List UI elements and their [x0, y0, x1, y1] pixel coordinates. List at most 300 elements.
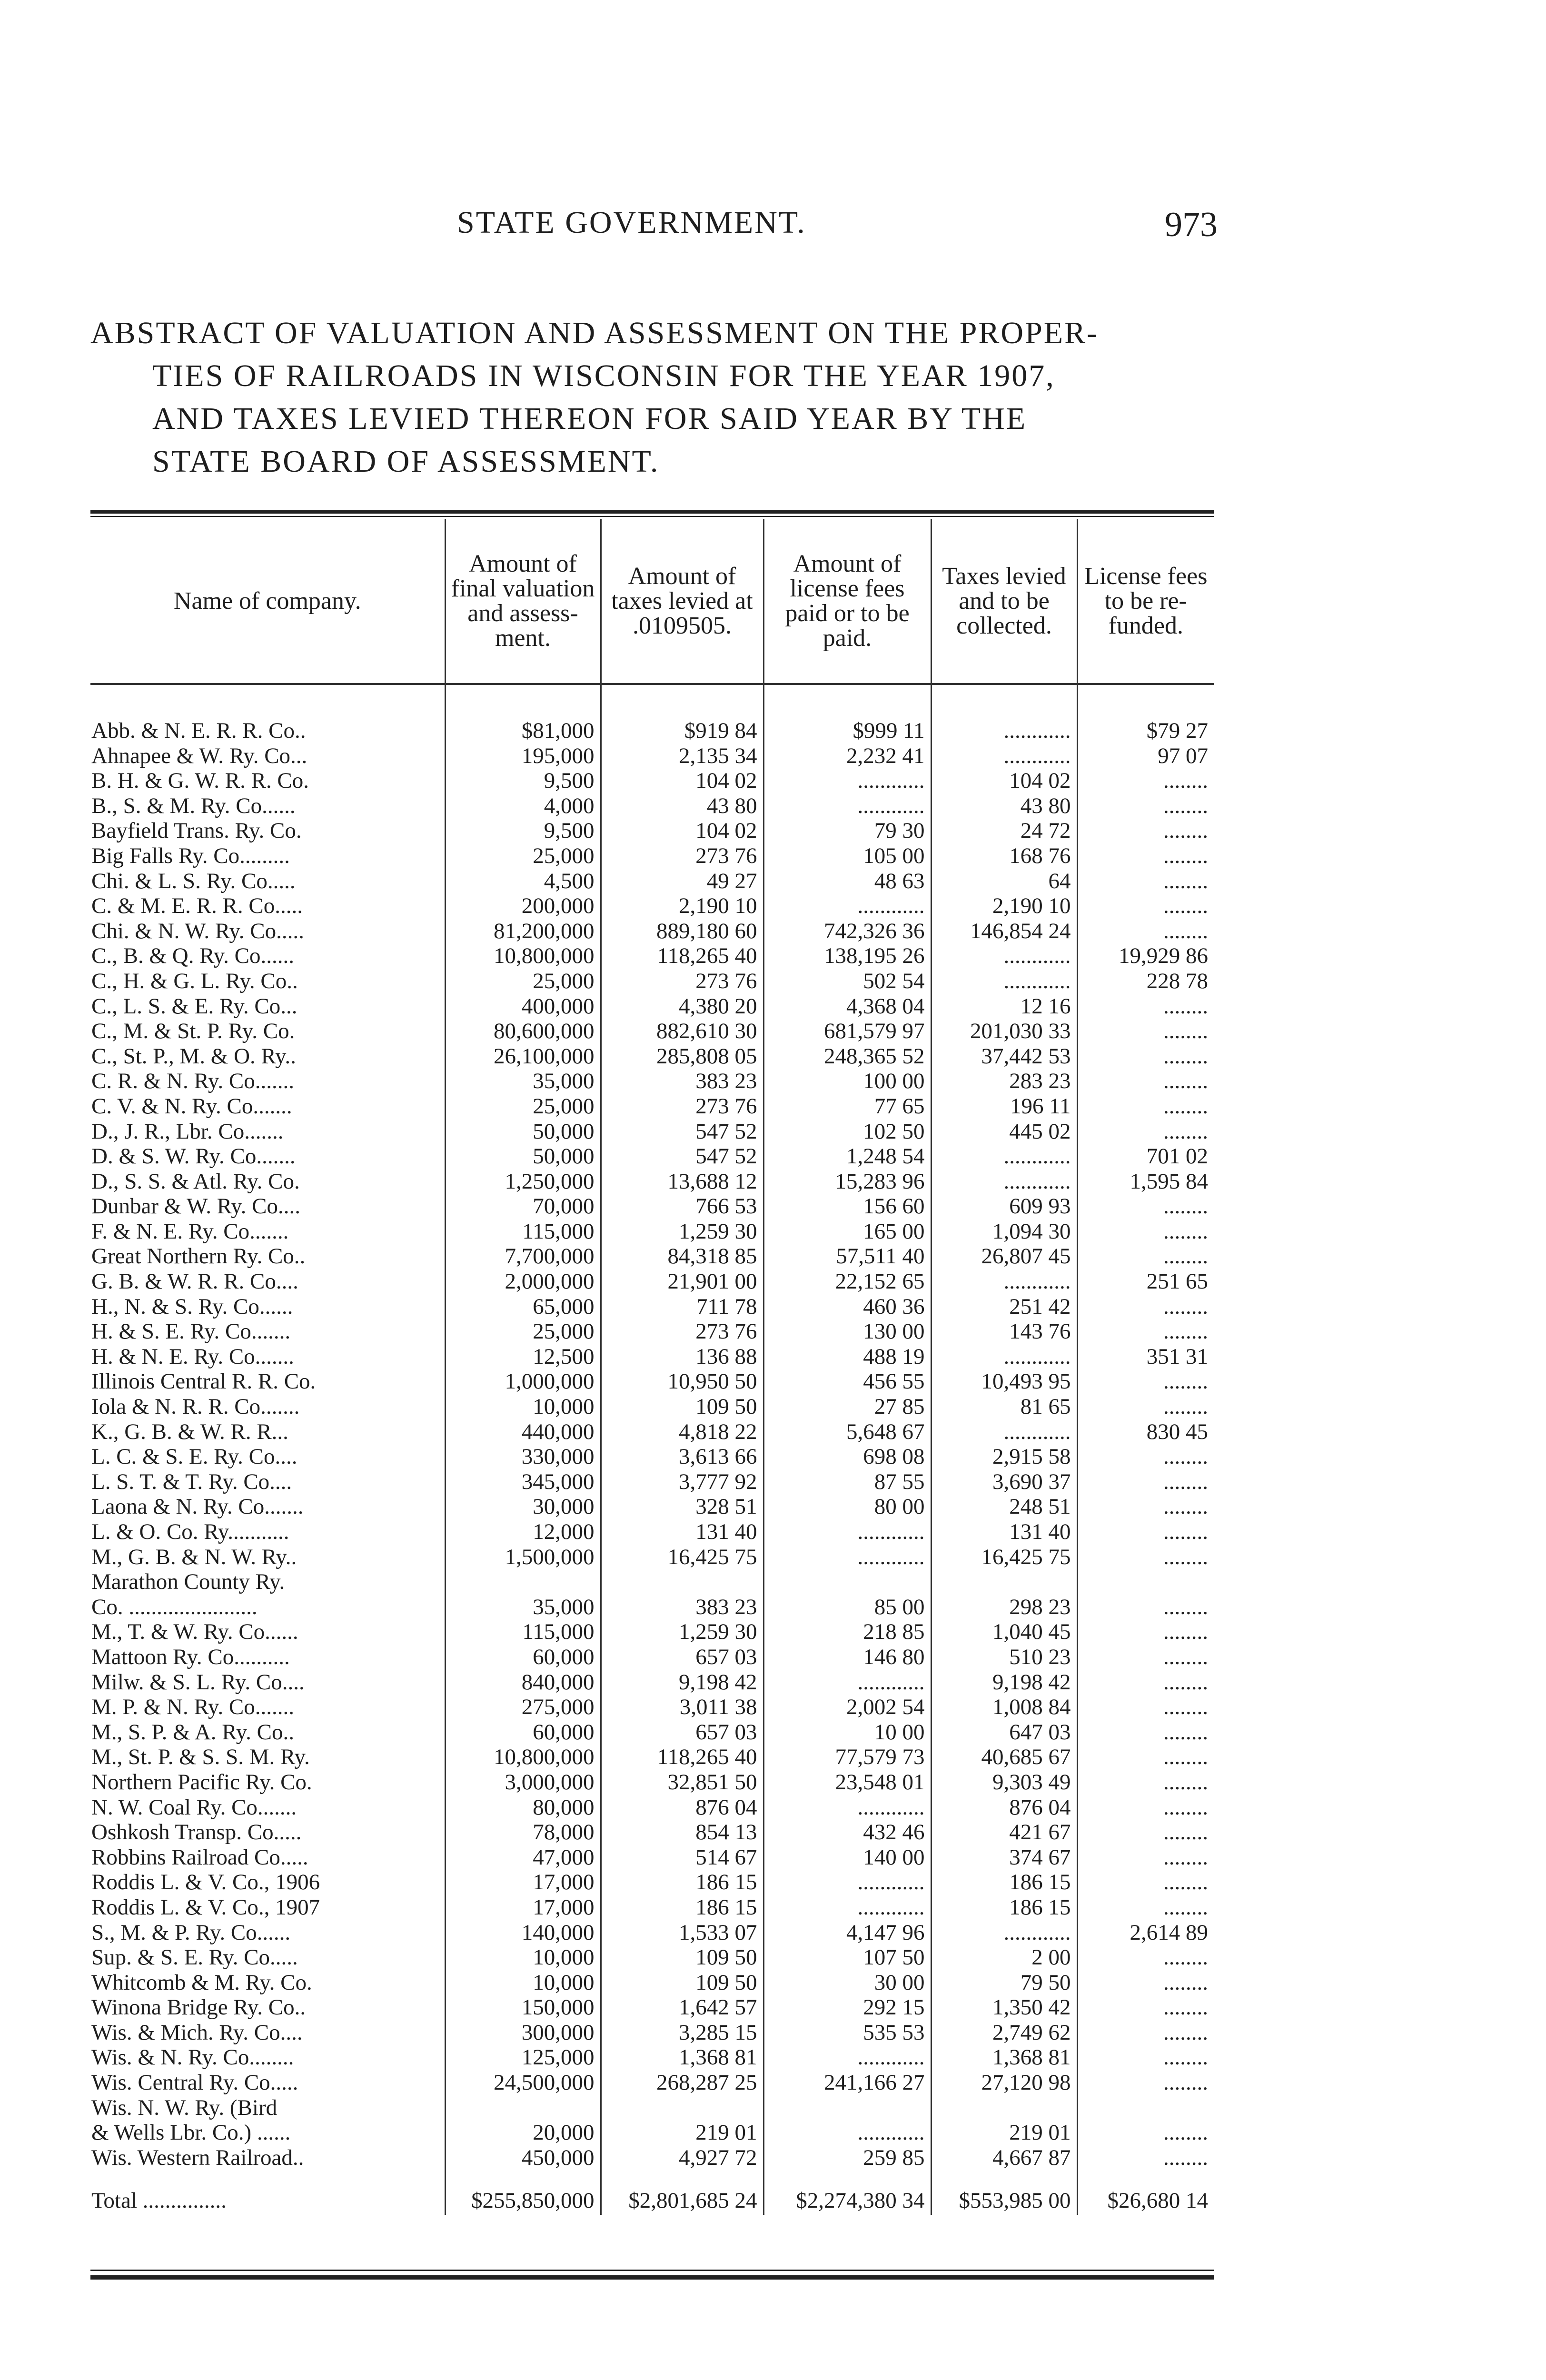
cell-company-name: C., B. & Q. Ry. Co...... — [91, 943, 294, 969]
cell-valuation: 3,000,000 — [445, 1770, 601, 1795]
cell-taxes-levied: 273 76 — [601, 969, 763, 994]
cell-company-name: F. & N. E. Ry. Co....... — [91, 1219, 289, 1244]
cell-fees-refunded: ........ — [1077, 1645, 1214, 1670]
cell-taxes-collected: 374 67 — [931, 1845, 1077, 1870]
cell-license-fees: 30 00 — [763, 1970, 931, 1995]
cell-license-fees: ............ — [763, 1519, 931, 1545]
cell-fees-refunded: ........ — [1077, 1595, 1214, 1620]
cell-valuation: 840,000 — [445, 1670, 601, 1695]
cell-company-name: C. V. & N. Ry. Co....... — [91, 1093, 292, 1119]
table-row — [90, 893, 1214, 919]
cell-taxes-levied: 186 15 — [601, 1895, 763, 1920]
cell-valuation: 125,000 — [445, 2045, 601, 2070]
table-row — [90, 1995, 1214, 2020]
cell-taxes-levied: 9,198 42 — [601, 1670, 763, 1695]
cell-taxes-levied: 10,950 50 — [601, 1369, 763, 1394]
cell-taxes-levied: 4,380 20 — [601, 994, 763, 1019]
cell-taxes-levied: 186 15 — [601, 1870, 763, 1895]
cell-company-name: Abb. & N. E. R. R. Co.. — [91, 718, 306, 743]
cell-company-name: Chi. & N. W. Ry. Co..... — [91, 918, 304, 943]
cell-fees-refunded: ........ — [1077, 2120, 1214, 2145]
table-row — [90, 1970, 1214, 1995]
cell-license-fees: 681,579 97 — [763, 1019, 931, 1044]
cell-taxes-levied: 4,818 22 — [601, 1419, 763, 1445]
cell-valuation: 300,000 — [445, 2020, 601, 2045]
cell-license-fees: 4,147 96 — [763, 1920, 931, 1945]
cell-fees-refunded — [1077, 1569, 1214, 1595]
cell-taxes-levied: 84,318 85 — [601, 1244, 763, 1269]
cell-fees-refunded: ........ — [1077, 893, 1214, 919]
cell-taxes-collected: 186 15 — [931, 1870, 1077, 1895]
table-row — [90, 818, 1214, 843]
cell-valuation: 195,000 — [445, 744, 601, 769]
cell-fees-refunded: ........ — [1077, 1845, 1214, 1870]
cell-taxes-levied: 328 51 — [601, 1494, 763, 1519]
cell-valuation: 140,000 — [445, 1920, 601, 1945]
cell-taxes-collected: 104 02 — [931, 768, 1077, 793]
table-row — [90, 2095, 1214, 2121]
table-row — [90, 1870, 1214, 1895]
cell-taxes-collected: 186 15 — [931, 1895, 1077, 1920]
total-row — [90, 2170, 1214, 2215]
cell-taxes-levied: 285,808 05 — [601, 1044, 763, 1069]
cell-taxes-levied: 1,259 30 — [601, 1619, 763, 1645]
cell-taxes-levied: 118,265 40 — [601, 943, 763, 969]
cell-fees-refunded: ........ — [1077, 2020, 1214, 2045]
cell-taxes-collected: 79 50 — [931, 1970, 1077, 1995]
cell-taxes-levied: 4,927 72 — [601, 2145, 763, 2171]
cell-taxes-levied: 118,265 40 — [601, 1745, 763, 1770]
cell-valuation: 10,000 — [445, 1945, 601, 1970]
cell-fees-refunded: ........ — [1077, 1720, 1214, 1745]
table-row — [90, 869, 1214, 894]
cell-taxes-levied: 3,285 15 — [601, 2020, 763, 2045]
cell-license-fees: 130 00 — [763, 1319, 931, 1344]
cell-valuation: 115,000 — [445, 1619, 601, 1645]
title-line-3: AND TAXES LEVIED THEREON FOR SAID YEAR BY THE — [152, 401, 1027, 436]
cell-taxes-collected: 421 67 — [931, 1820, 1077, 1845]
table-row — [90, 2120, 1214, 2145]
cell-license-fees: 15,283 96 — [763, 1169, 931, 1194]
cell-valuation: 50,000 — [445, 1119, 601, 1144]
cell-valuation: 25,000 — [445, 843, 601, 869]
cell-license-fees: ............ — [763, 2120, 931, 2145]
cell-license-fees: 248,365 52 — [763, 1044, 931, 1069]
table-row — [90, 1169, 1214, 1194]
cell-taxes-levied: 32,851 50 — [601, 1770, 763, 1795]
cell-company-name: Mattoon Ry. Co.......... — [91, 1644, 290, 1669]
cell-license-fees: ............ — [763, 793, 931, 819]
table-row — [90, 744, 1214, 769]
top-rule-thin — [90, 516, 1214, 517]
table-row — [90, 684, 1214, 744]
cell-taxes-collected: 37,442 53 — [931, 1044, 1077, 1069]
table-row — [90, 1945, 1214, 1970]
cell-license-fees: ............ — [763, 1795, 931, 1820]
table-row — [90, 1019, 1214, 1044]
cell-company-name: Dunbar & W. Ry. Co.... — [91, 1194, 300, 1219]
cell-license-fees: 57,511 40 — [763, 1244, 931, 1269]
table-row — [90, 1319, 1214, 1344]
cell-taxes-levied: 43 80 — [601, 793, 763, 819]
cell-license-fees: 22,152 65 — [763, 1269, 931, 1294]
cell-fees-refunded: ........ — [1077, 1019, 1214, 1044]
cell-taxes-levied: 109 50 — [601, 1945, 763, 1970]
cell-license-fees: $999 11 — [763, 684, 931, 744]
table-row — [90, 1294, 1214, 1319]
cell-license-fees: ............ — [763, 768, 931, 793]
col-header-taxes-collected: Taxes levied and to be collected. — [931, 519, 1077, 684]
cell-taxes-levied: 3,613 66 — [601, 1444, 763, 1469]
cell-valuation: 12,500 — [445, 1344, 601, 1369]
cell-valuation: 35,000 — [445, 1069, 601, 1094]
cell-taxes-collected: 26,807 45 — [931, 1244, 1077, 1269]
cell-taxes-collected: 40,685 67 — [931, 1745, 1077, 1770]
table-row — [90, 919, 1214, 944]
cell-valuation: 26,100,000 — [445, 1044, 601, 1069]
cell-taxes-collected: 3,690 37 — [931, 1469, 1077, 1495]
table-row — [90, 943, 1214, 969]
cell-license-fees: 5,648 67 — [763, 1419, 931, 1445]
cell-taxes-levied: 136 88 — [601, 1344, 763, 1369]
cell-taxes-levied: 2,135 34 — [601, 744, 763, 769]
cell-taxes-collected: ............ — [931, 744, 1077, 769]
cell-taxes-levied — [601, 2095, 763, 2121]
table-row — [90, 969, 1214, 994]
title-line-4: STATE BOARD OF ASSESSMENT. — [152, 444, 660, 479]
cell-taxes-collected: 2 00 — [931, 1945, 1077, 1970]
cell-taxes-collected: 647 03 — [931, 1720, 1077, 1745]
cell-license-fees: 77 65 — [763, 1094, 931, 1119]
cell-fees-refunded: ........ — [1077, 1945, 1214, 1970]
table-row — [90, 1269, 1214, 1294]
cell-taxes-levied: 104 02 — [601, 818, 763, 843]
cell-taxes-levied: 1,642 57 — [601, 1995, 763, 2020]
cell-valuation: 1,500,000 — [445, 1545, 601, 1570]
cell-valuation: $255,850,000 — [445, 2170, 601, 2215]
cell-company-name: D., S. S. & Atl. Ry. Co. — [91, 1169, 300, 1194]
cell-taxes-collected: 251 42 — [931, 1294, 1077, 1319]
cell-fees-refunded: 251 65 — [1077, 1269, 1214, 1294]
cell-license-fees: ............ — [763, 1545, 931, 1570]
cell-fees-refunded: ........ — [1077, 1745, 1214, 1770]
cell-company-name: Milw. & S. L. Ry. Co.... — [91, 1669, 305, 1695]
table-row — [90, 1069, 1214, 1094]
cell-taxes-collected: 298 23 — [931, 1595, 1077, 1620]
cell-license-fees: 2,002 54 — [763, 1695, 931, 1720]
table-title — [90, 312, 1228, 483]
cell-license-fees: 77,579 73 — [763, 1745, 931, 1770]
table-row — [90, 1619, 1214, 1645]
cell-company-name: L. C. & S. E. Ry. Co.... — [91, 1444, 297, 1469]
cell-license-fees: 156 60 — [763, 1194, 931, 1219]
table-row — [90, 1895, 1214, 1920]
cell-valuation: 25,000 — [445, 1319, 601, 1344]
cell-valuation: 35,000 — [445, 1595, 601, 1620]
cell-taxes-levied: 273 76 — [601, 843, 763, 869]
cell-company-name: M., S. P. & A. Ry. Co.. — [91, 1719, 295, 1745]
cell-taxes-collected: 283 23 — [931, 1069, 1077, 1094]
col-header-license-fees: Amount of license fees paid or to be paid. — [763, 519, 931, 684]
cell-fees-refunded: ........ — [1077, 1319, 1214, 1344]
cell-taxes-collected: 143 76 — [931, 1319, 1077, 1344]
cell-taxes-collected: 2,190 10 — [931, 893, 1077, 919]
cell-taxes-levied: 109 50 — [601, 1970, 763, 1995]
cell-valuation: 25,000 — [445, 969, 601, 994]
cell-company-name: C., L. S. & E. Ry. Co... — [91, 993, 297, 1019]
cell-license-fees: 165 00 — [763, 1219, 931, 1244]
cell-taxes-collected: 168 76 — [931, 843, 1077, 869]
cell-valuation: 330,000 — [445, 1444, 601, 1469]
cell-taxes-collected: 9,303 49 — [931, 1770, 1077, 1795]
cell-license-fees: ............ — [763, 1670, 931, 1695]
running-title: STATE GOVERNMENT. — [457, 205, 806, 240]
cell-company-name: D., J. R., Lbr. Co....... — [91, 1119, 284, 1144]
cell-company-name: M., St. P. & S. S. M. Ry. — [91, 1745, 310, 1770]
cell-taxes-levied: 854 13 — [601, 1820, 763, 1845]
cell-company-name: Great Northern Ry. Co.. — [91, 1244, 306, 1269]
cell-fees-refunded: ........ — [1077, 818, 1214, 843]
cell-valuation: 1,000,000 — [445, 1369, 601, 1394]
valuation-table — [90, 519, 1214, 2215]
cell-license-fees: 140 00 — [763, 1845, 931, 1870]
cell-taxes-collected: ............ — [931, 684, 1077, 744]
cell-fees-refunded: ........ — [1077, 1244, 1214, 1269]
cell-company-name: Chi. & L. S. Ry. Co..... — [91, 868, 296, 893]
cell-company-name: B., S. & M. Ry. Co...... — [91, 793, 296, 818]
cell-license-fees: 432 46 — [763, 1820, 931, 1845]
title-line-2: TIES OF RAILROADS IN WISCONSIN FOR THE YEAR 1907, — [152, 358, 1055, 393]
cell-license-fees — [763, 1569, 931, 1595]
table-row — [90, 1044, 1214, 1069]
cell-license-fees: 4,368 04 — [763, 994, 931, 1019]
cell-fees-refunded: 351 31 — [1077, 1344, 1214, 1369]
cell-company-name: Sup. & S. E. Ry. Co..... — [91, 1945, 298, 1970]
cell-taxes-levied: 882,610 30 — [601, 1019, 763, 1044]
cell-company-name: Whitcomb & M. Ry. Co. — [91, 1970, 312, 1995]
cell-taxes-levied: 514 67 — [601, 1845, 763, 1870]
cell-fees-refunded: ........ — [1077, 1444, 1214, 1469]
valuation-table-wrap — [90, 519, 1214, 2215]
cell-taxes-collected: 219 01 — [931, 2120, 1077, 2145]
table-row — [90, 1670, 1214, 1695]
cell-fees-refunded: ........ — [1077, 2070, 1214, 2095]
cell-valuation: 30,000 — [445, 1494, 601, 1519]
table-row — [90, 2020, 1214, 2045]
cell-fees-refunded: ........ — [1077, 1094, 1214, 1119]
cell-company-name: C., M. & St. P. Ry. Co. — [91, 1019, 295, 1044]
cell-valuation: 200,000 — [445, 893, 601, 919]
cell-valuation: 50,000 — [445, 1144, 601, 1169]
cell-taxes-collected: ............ — [931, 1419, 1077, 1445]
table-row — [90, 1720, 1214, 1745]
cell-taxes-collected: 609 93 — [931, 1194, 1077, 1219]
cell-license-fees: 218 85 — [763, 1619, 931, 1645]
cell-taxes-collected: 196 11 — [931, 1094, 1077, 1119]
cell-taxes-collected: ............ — [931, 1344, 1077, 1369]
cell-fees-refunded: ........ — [1077, 1770, 1214, 1795]
table-row — [90, 1194, 1214, 1219]
table-row — [90, 1695, 1214, 1720]
cell-license-fees: 456 55 — [763, 1369, 931, 1394]
cell-company-name: Robbins Railroad Co..... — [91, 1844, 308, 1870]
cell-license-fees: 100 00 — [763, 1069, 931, 1094]
cell-company-name: C., H. & G. L. Ry. Co.. — [91, 968, 298, 993]
cell-fees-refunded: ........ — [1077, 1519, 1214, 1545]
cell-license-fees: 259 85 — [763, 2145, 931, 2171]
cell-license-fees: ............ — [763, 2045, 931, 2070]
cell-taxes-collected: ............ — [931, 1269, 1077, 1294]
cell-taxes-collected: ............ — [931, 969, 1077, 994]
cell-taxes-levied: 876 04 — [601, 1795, 763, 1820]
cell-taxes-collected: 445 02 — [931, 1119, 1077, 1144]
cell-fees-refunded: $79 27 — [1077, 684, 1214, 744]
cell-taxes-collected: 1,040 45 — [931, 1619, 1077, 1645]
cell-fees-refunded: $26,680 14 — [1077, 2170, 1214, 2215]
cell-taxes-levied: 1,259 30 — [601, 1219, 763, 1244]
cell-fees-refunded: ........ — [1077, 1820, 1214, 1845]
cell-license-fees: 87 55 — [763, 1469, 931, 1495]
cell-valuation: 115,000 — [445, 1219, 601, 1244]
cell-company-name: S., M. & P. Ry. Co...... — [91, 1920, 291, 1945]
bottom-rule-thin — [90, 2270, 1214, 2271]
cell-taxes-collected — [931, 1569, 1077, 1595]
cell-license-fees: 2,232 41 — [763, 744, 931, 769]
cell-taxes-collected: 1,094 30 — [931, 1219, 1077, 1244]
cell-fees-refunded: ........ — [1077, 1219, 1214, 1244]
cell-fees-refunded: ........ — [1077, 1194, 1214, 1219]
cell-valuation: 60,000 — [445, 1720, 601, 1745]
cell-company-name: K., G. B. & W. R. R... — [91, 1419, 288, 1444]
cell-company-name: Illinois Central R. R. Co. — [91, 1369, 316, 1394]
cell-company-name: Roddis L. & V. Co., 1906 — [91, 1870, 320, 1895]
cell-valuation: 10,800,000 — [445, 943, 601, 969]
cell-taxes-collected: 4,667 87 — [931, 2145, 1077, 2171]
cell-taxes-collected: 876 04 — [931, 1795, 1077, 1820]
cell-taxes-levied: 889,180 60 — [601, 919, 763, 944]
cell-taxes-collected: 10,493 95 — [931, 1369, 1077, 1394]
cell-valuation: 80,600,000 — [445, 1019, 601, 1044]
cell-valuation: 24,500,000 — [445, 2070, 601, 2095]
cell-valuation: 4,000 — [445, 793, 601, 819]
cell-company-name: Wis. & Mich. Ry. Co.... — [91, 2020, 303, 2045]
table-row — [90, 1845, 1214, 1870]
cell-license-fees: 48 63 — [763, 869, 931, 894]
cell-taxes-levied: 21,901 00 — [601, 1269, 763, 1294]
cell-taxes-levied: 16,425 75 — [601, 1545, 763, 1570]
cell-taxes-levied: 1,533 07 — [601, 1920, 763, 1945]
table-row — [90, 2145, 1214, 2171]
table-row — [90, 768, 1214, 793]
cell-taxes-collected: ............ — [931, 1920, 1077, 1945]
cell-taxes-levied: 3,011 38 — [601, 1695, 763, 1720]
cell-fees-refunded: ........ — [1077, 1870, 1214, 1895]
table-row — [90, 1344, 1214, 1369]
cell-fees-refunded: 701 02 — [1077, 1144, 1214, 1169]
cell-valuation: $81,000 — [445, 684, 601, 744]
table-row — [90, 1444, 1214, 1469]
cell-taxes-levied: 547 52 — [601, 1144, 763, 1169]
cell-valuation: 9,500 — [445, 818, 601, 843]
cell-taxes-levied: 1,368 81 — [601, 2045, 763, 2070]
table-row — [90, 1569, 1214, 1595]
table-row — [90, 1469, 1214, 1495]
cell-taxes-levied: 13,688 12 — [601, 1169, 763, 1194]
cell-taxes-collected: 2,749 62 — [931, 2020, 1077, 2045]
cell-valuation: 25,000 — [445, 1094, 601, 1119]
cell-valuation: 10,000 — [445, 1970, 601, 1995]
cell-valuation: 65,000 — [445, 1294, 601, 1319]
cell-valuation — [445, 1569, 601, 1595]
cell-taxes-levied: 3,777 92 — [601, 1469, 763, 1495]
table-row — [90, 1094, 1214, 1119]
cell-taxes-collected: 9,198 42 — [931, 1670, 1077, 1695]
cell-fees-refunded: ........ — [1077, 2045, 1214, 2070]
cell-license-fees: 102 50 — [763, 1119, 931, 1144]
cell-fees-refunded: 2,614 89 — [1077, 1920, 1214, 1945]
col-header-taxes-levied: Amount of taxes levied at .0109505. — [601, 519, 763, 684]
cell-fees-refunded: ........ — [1077, 1695, 1214, 1720]
cell-license-fees: 502 54 — [763, 969, 931, 994]
cell-company-name: Marathon County Ry. — [91, 1569, 285, 1595]
cell-valuation: 7,700,000 — [445, 1244, 601, 1269]
cell-taxes-levied: 657 03 — [601, 1645, 763, 1670]
cell-fees-refunded: ........ — [1077, 1069, 1214, 1094]
cell-taxes-collected: 16,425 75 — [931, 1545, 1077, 1570]
cell-valuation: 81,200,000 — [445, 919, 601, 944]
cell-fees-refunded: ........ — [1077, 1394, 1214, 1419]
table-row — [90, 1519, 1214, 1545]
cell-valuation: 60,000 — [445, 1645, 601, 1670]
cell-company-name: M., G. B. & N. W. Ry.. — [91, 1544, 297, 1569]
cell-fees-refunded: ........ — [1077, 1970, 1214, 1995]
cell-license-fees: 535 53 — [763, 2020, 931, 2045]
cell-fees-refunded — [1077, 2095, 1214, 2121]
cell-company-name: M. P. & N. Ry. Co....... — [91, 1695, 294, 1720]
cell-taxes-levied: 49 27 — [601, 869, 763, 894]
cell-valuation: 17,000 — [445, 1870, 601, 1895]
cell-license-fees: 27 85 — [763, 1394, 931, 1419]
cell-taxes-levied: 383 23 — [601, 1069, 763, 1094]
cell-fees-refunded: ........ — [1077, 843, 1214, 869]
table-row — [90, 1595, 1214, 1620]
cell-taxes-levied: $2,801,685 24 — [601, 2170, 763, 2215]
cell-taxes-levied: 547 52 — [601, 1119, 763, 1144]
cell-license-fees: 460 36 — [763, 1294, 931, 1319]
cell-valuation: 80,000 — [445, 1795, 601, 1820]
cell-taxes-levied: 131 40 — [601, 1519, 763, 1545]
cell-company-name: N. W. Coal Ry. Co....... — [91, 1795, 297, 1820]
cell-taxes-levied: 766 53 — [601, 1194, 763, 1219]
cell-fees-refunded: ........ — [1077, 1469, 1214, 1495]
cell-license-fees: ............ — [763, 1870, 931, 1895]
cell-fees-refunded: ........ — [1077, 1995, 1214, 2020]
cell-company-name: Wis. Central Ry. Co..... — [91, 2070, 298, 2095]
cell-company-name: Roddis L. & V. Co., 1907 — [91, 1894, 320, 1920]
cell-license-fees: 138,195 26 — [763, 943, 931, 969]
cell-company-name: Total ............... — [91, 2188, 227, 2213]
table-row — [90, 1394, 1214, 1419]
cell-taxes-collected: 24 72 — [931, 818, 1077, 843]
cell-taxes-collected: 43 80 — [931, 793, 1077, 819]
table-body — [90, 684, 1214, 2215]
page-number: 973 — [1165, 205, 1218, 244]
table-row — [90, 1419, 1214, 1445]
table-row — [90, 1645, 1214, 1670]
cell-license-fees: 292 15 — [763, 1995, 931, 2020]
cell-license-fees: 742,326 36 — [763, 919, 931, 944]
cell-fees-refunded: 830 45 — [1077, 1419, 1214, 1445]
